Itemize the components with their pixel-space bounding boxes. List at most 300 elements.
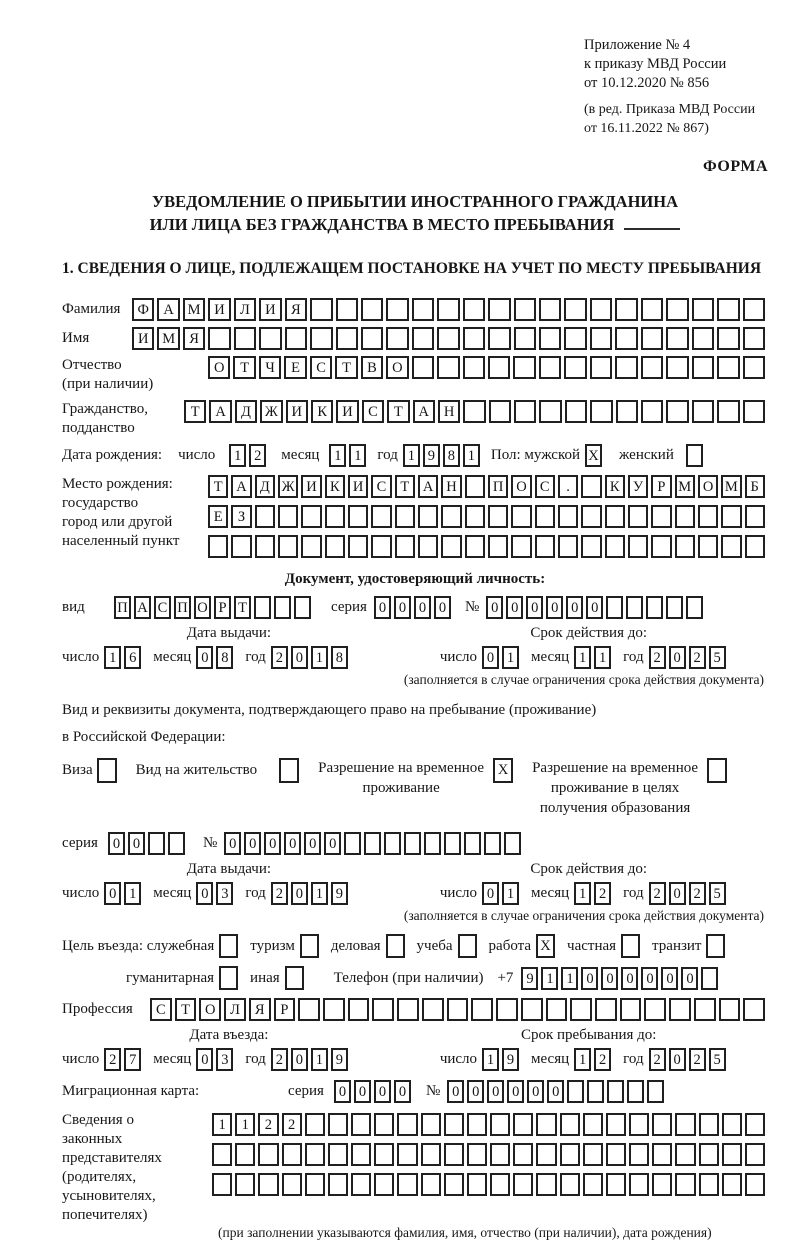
- char-box[interactable]: 0: [641, 967, 658, 990]
- char-box[interactable]: [361, 298, 383, 321]
- char-box[interactable]: Т: [234, 596, 251, 619]
- char-box[interactable]: [743, 356, 765, 379]
- char-box[interactable]: К: [325, 475, 345, 498]
- char-box[interactable]: 0: [566, 596, 583, 619]
- char-box[interactable]: 2: [271, 646, 288, 669]
- char-box[interactable]: [465, 505, 485, 528]
- char-box[interactable]: [564, 327, 586, 350]
- char-box[interactable]: [305, 1113, 325, 1136]
- char-box[interactable]: [743, 400, 765, 423]
- char-box[interactable]: [348, 535, 368, 558]
- char-box[interactable]: [560, 1113, 580, 1136]
- char-box[interactable]: [615, 298, 637, 321]
- char-box[interactable]: К: [311, 400, 333, 423]
- char-box[interactable]: [258, 1173, 278, 1196]
- char-box[interactable]: 2: [594, 882, 611, 905]
- char-box[interactable]: П: [114, 596, 131, 619]
- char-box[interactable]: [539, 356, 561, 379]
- char-box[interactable]: 0: [284, 832, 301, 855]
- char-box[interactable]: [371, 535, 391, 558]
- char-box[interactable]: [722, 1173, 742, 1196]
- char-box[interactable]: А: [134, 596, 151, 619]
- char-box[interactable]: [464, 832, 481, 855]
- char-box[interactable]: [285, 966, 304, 990]
- char-box[interactable]: 0: [196, 646, 213, 669]
- char-box[interactable]: [386, 327, 408, 350]
- char-box[interactable]: [698, 505, 718, 528]
- char-box[interactable]: [616, 400, 638, 423]
- char-box[interactable]: 0: [661, 967, 678, 990]
- char-box[interactable]: С: [535, 475, 555, 498]
- char-box[interactable]: И: [301, 475, 321, 498]
- char-box[interactable]: [97, 758, 117, 783]
- char-box[interactable]: Л: [224, 998, 246, 1021]
- char-box[interactable]: [606, 1113, 626, 1136]
- char-box[interactable]: [467, 1113, 487, 1136]
- char-box[interactable]: [513, 1113, 533, 1136]
- char-box[interactable]: 0: [324, 832, 341, 855]
- char-box[interactable]: [397, 1113, 417, 1136]
- char-box[interactable]: [441, 505, 461, 528]
- char-box[interactable]: [745, 1173, 765, 1196]
- char-box[interactable]: М: [157, 327, 179, 350]
- char-box[interactable]: 1: [311, 646, 328, 669]
- char-box[interactable]: Д: [235, 400, 257, 423]
- char-box[interactable]: [692, 298, 714, 321]
- char-box[interactable]: 0: [434, 596, 451, 619]
- char-box[interactable]: И: [348, 475, 368, 498]
- char-box[interactable]: Т: [387, 400, 409, 423]
- char-box[interactable]: 5: [709, 882, 726, 905]
- char-box[interactable]: И: [336, 400, 358, 423]
- char-box[interactable]: 0: [482, 882, 499, 905]
- char-box[interactable]: [595, 998, 617, 1021]
- char-box[interactable]: 0: [304, 832, 321, 855]
- char-box[interactable]: И: [259, 298, 281, 321]
- char-box[interactable]: [675, 1113, 695, 1136]
- char-box[interactable]: 0: [447, 1080, 464, 1103]
- char-box[interactable]: 3: [216, 1048, 233, 1071]
- char-box[interactable]: [274, 596, 291, 619]
- char-box[interactable]: [418, 535, 438, 558]
- char-box[interactable]: 8: [331, 646, 348, 669]
- char-box[interactable]: О: [194, 596, 211, 619]
- char-box[interactable]: 0: [526, 596, 543, 619]
- char-box[interactable]: 0: [681, 967, 698, 990]
- char-box[interactable]: О: [208, 356, 230, 379]
- char-box[interactable]: [279, 758, 299, 783]
- char-box[interactable]: [539, 327, 561, 350]
- char-box[interactable]: [675, 1173, 695, 1196]
- char-box[interactable]: 2: [258, 1113, 278, 1136]
- char-box[interactable]: З: [231, 505, 251, 528]
- char-box[interactable]: [606, 596, 623, 619]
- char-box[interactable]: [300, 934, 319, 958]
- char-box[interactable]: [465, 475, 485, 498]
- char-box[interactable]: А: [157, 298, 179, 321]
- char-box[interactable]: Т: [184, 400, 206, 423]
- char-box[interactable]: 0: [244, 832, 261, 855]
- char-box[interactable]: [328, 1173, 348, 1196]
- char-box[interactable]: [717, 356, 739, 379]
- char-box[interactable]: [722, 1113, 742, 1136]
- char-box[interactable]: [646, 596, 663, 619]
- char-box[interactable]: И: [208, 298, 230, 321]
- char-box[interactable]: 2: [689, 1048, 706, 1071]
- char-box[interactable]: О: [511, 475, 531, 498]
- char-box[interactable]: [587, 1080, 604, 1103]
- char-box[interactable]: Р: [274, 998, 296, 1021]
- char-box[interactable]: 1: [482, 1048, 499, 1071]
- char-box[interactable]: 9: [331, 882, 348, 905]
- char-box[interactable]: [652, 1173, 672, 1196]
- char-box[interactable]: А: [209, 400, 231, 423]
- char-box[interactable]: 2: [249, 444, 266, 467]
- char-box[interactable]: 2: [271, 882, 288, 905]
- char-box[interactable]: Р: [651, 475, 671, 498]
- char-box[interactable]: [620, 998, 642, 1021]
- char-box[interactable]: М: [675, 475, 695, 498]
- char-box[interactable]: С: [310, 356, 332, 379]
- char-box[interactable]: Т: [395, 475, 415, 498]
- char-box[interactable]: 0: [669, 1048, 686, 1071]
- char-box[interactable]: В: [361, 356, 383, 379]
- char-box[interactable]: И: [132, 327, 154, 350]
- char-box[interactable]: [514, 400, 536, 423]
- char-box[interactable]: 0: [669, 882, 686, 905]
- char-box[interactable]: [344, 832, 361, 855]
- char-box[interactable]: [219, 966, 238, 990]
- char-box[interactable]: [629, 1173, 649, 1196]
- char-box[interactable]: 0: [394, 1080, 411, 1103]
- char-box[interactable]: [666, 298, 688, 321]
- char-box[interactable]: [219, 934, 238, 958]
- char-box[interactable]: 0: [334, 1080, 351, 1103]
- char-box[interactable]: Р: [214, 596, 231, 619]
- char-box[interactable]: [745, 535, 765, 558]
- char-box[interactable]: 0: [394, 596, 411, 619]
- char-box[interactable]: 1: [124, 882, 141, 905]
- char-box[interactable]: 0: [291, 1048, 308, 1071]
- char-box[interactable]: 0: [547, 1080, 564, 1103]
- char-box[interactable]: [444, 1113, 464, 1136]
- char-box[interactable]: [605, 535, 625, 558]
- char-box[interactable]: [504, 832, 521, 855]
- char-box[interactable]: [581, 505, 601, 528]
- char-box[interactable]: [513, 356, 535, 379]
- char-box[interactable]: [208, 327, 230, 350]
- char-box[interactable]: [325, 535, 345, 558]
- char-box[interactable]: 2: [104, 1048, 121, 1071]
- char-box[interactable]: [721, 535, 741, 558]
- char-box[interactable]: [148, 832, 165, 855]
- char-box[interactable]: [605, 505, 625, 528]
- char-box[interactable]: Ж: [278, 475, 298, 498]
- char-box[interactable]: X: [493, 758, 513, 783]
- char-box[interactable]: [424, 832, 441, 855]
- char-box[interactable]: Ж: [260, 400, 282, 423]
- char-box[interactable]: [301, 535, 321, 558]
- char-box[interactable]: [490, 1113, 510, 1136]
- char-box[interactable]: 9: [502, 1048, 519, 1071]
- char-box[interactable]: [641, 356, 663, 379]
- char-box[interactable]: 0: [264, 832, 281, 855]
- char-box[interactable]: [471, 998, 493, 1021]
- char-box[interactable]: 2: [649, 882, 666, 905]
- char-box[interactable]: [488, 298, 510, 321]
- char-box[interactable]: [351, 1113, 371, 1136]
- char-box[interactable]: С: [371, 475, 391, 498]
- char-box[interactable]: [463, 356, 485, 379]
- char-box[interactable]: [666, 596, 683, 619]
- char-box[interactable]: [294, 596, 311, 619]
- char-box[interactable]: [208, 535, 228, 558]
- char-box[interactable]: А: [413, 400, 435, 423]
- char-box[interactable]: 0: [527, 1080, 544, 1103]
- char-box[interactable]: [282, 1173, 302, 1196]
- char-box[interactable]: [539, 298, 561, 321]
- char-box[interactable]: [629, 1113, 649, 1136]
- char-box[interactable]: [412, 356, 434, 379]
- char-box[interactable]: 0: [586, 596, 603, 619]
- char-box[interactable]: 1: [104, 646, 121, 669]
- char-box[interactable]: [395, 505, 415, 528]
- char-box[interactable]: С: [150, 998, 172, 1021]
- char-box[interactable]: [743, 998, 765, 1021]
- char-box[interactable]: [511, 535, 531, 558]
- char-box[interactable]: О: [698, 475, 718, 498]
- char-box[interactable]: [514, 298, 536, 321]
- char-box[interactable]: 0: [506, 596, 523, 619]
- char-box[interactable]: 0: [482, 646, 499, 669]
- char-box[interactable]: [641, 400, 663, 423]
- char-box[interactable]: [301, 505, 321, 528]
- char-box[interactable]: [285, 327, 307, 350]
- char-box[interactable]: 0: [374, 1080, 391, 1103]
- char-box[interactable]: [701, 967, 718, 990]
- char-box[interactable]: [422, 998, 444, 1021]
- char-box[interactable]: О: [386, 356, 408, 379]
- char-box[interactable]: 0: [487, 1080, 504, 1103]
- char-box[interactable]: Д: [255, 475, 275, 498]
- char-box[interactable]: 0: [601, 967, 618, 990]
- char-box[interactable]: [535, 505, 555, 528]
- char-box[interactable]: [745, 505, 765, 528]
- char-box[interactable]: [489, 400, 511, 423]
- char-box[interactable]: [374, 1113, 394, 1136]
- char-box[interactable]: [692, 327, 714, 350]
- char-box[interactable]: 0: [374, 596, 391, 619]
- char-box[interactable]: 2: [282, 1113, 302, 1136]
- char-box[interactable]: [488, 505, 508, 528]
- char-box[interactable]: [558, 505, 578, 528]
- char-box[interactable]: [421, 1173, 441, 1196]
- char-box[interactable]: [325, 505, 345, 528]
- char-box[interactable]: Н: [441, 475, 461, 498]
- char-box[interactable]: [581, 475, 601, 498]
- char-box[interactable]: [437, 298, 459, 321]
- char-box[interactable]: 0: [414, 596, 431, 619]
- char-box[interactable]: 5: [709, 646, 726, 669]
- char-box[interactable]: [412, 298, 434, 321]
- char-box[interactable]: [699, 1113, 719, 1136]
- char-box[interactable]: 0: [546, 596, 563, 619]
- char-box[interactable]: [567, 1080, 584, 1103]
- char-box[interactable]: [644, 998, 666, 1021]
- char-box[interactable]: Т: [208, 475, 228, 498]
- char-box[interactable]: 0: [291, 646, 308, 669]
- char-box[interactable]: Е: [284, 356, 306, 379]
- char-box[interactable]: [397, 998, 419, 1021]
- char-box[interactable]: [514, 327, 536, 350]
- char-box[interactable]: [374, 1173, 394, 1196]
- char-box[interactable]: 1: [574, 1048, 591, 1071]
- char-box[interactable]: С: [362, 400, 384, 423]
- char-box[interactable]: [641, 298, 663, 321]
- char-box[interactable]: [536, 1173, 556, 1196]
- char-box[interactable]: Ф: [132, 298, 154, 321]
- char-box[interactable]: [535, 535, 555, 558]
- char-box[interactable]: 0: [621, 967, 638, 990]
- char-box[interactable]: [255, 535, 275, 558]
- char-box[interactable]: [719, 998, 741, 1021]
- char-box[interactable]: 1: [329, 444, 346, 467]
- char-box[interactable]: [310, 327, 332, 350]
- char-box[interactable]: 0: [224, 832, 241, 855]
- char-box[interactable]: [651, 535, 671, 558]
- char-box[interactable]: [484, 832, 501, 855]
- char-box[interactable]: М: [721, 475, 741, 498]
- char-box[interactable]: 8: [443, 444, 460, 467]
- char-box[interactable]: .: [558, 475, 578, 498]
- char-box[interactable]: [397, 1173, 417, 1196]
- char-box[interactable]: [372, 998, 394, 1021]
- char-box[interactable]: [465, 535, 485, 558]
- char-box[interactable]: Б: [745, 475, 765, 498]
- char-box[interactable]: [666, 356, 688, 379]
- char-box[interactable]: 2: [271, 1048, 288, 1071]
- char-box[interactable]: 9: [331, 1048, 348, 1071]
- char-box[interactable]: П: [174, 596, 191, 619]
- char-box[interactable]: [298, 998, 320, 1021]
- char-box[interactable]: [743, 298, 765, 321]
- char-box[interactable]: К: [605, 475, 625, 498]
- char-box[interactable]: [560, 1173, 580, 1196]
- char-box[interactable]: [235, 1173, 255, 1196]
- char-box[interactable]: [437, 356, 459, 379]
- char-box[interactable]: [717, 327, 739, 350]
- char-box[interactable]: 1: [574, 646, 591, 669]
- char-box[interactable]: 1: [403, 444, 420, 467]
- char-box[interactable]: [590, 356, 612, 379]
- char-box[interactable]: 1: [541, 967, 558, 990]
- char-box[interactable]: Т: [233, 356, 255, 379]
- char-box[interactable]: X: [536, 934, 555, 958]
- char-box[interactable]: [717, 298, 739, 321]
- char-box[interactable]: [675, 535, 695, 558]
- char-box[interactable]: 1: [561, 967, 578, 990]
- char-box[interactable]: [278, 535, 298, 558]
- char-box[interactable]: [421, 1113, 441, 1136]
- char-box[interactable]: [463, 400, 485, 423]
- char-box[interactable]: [458, 934, 477, 958]
- char-box[interactable]: [463, 327, 485, 350]
- char-box[interactable]: 6: [124, 646, 141, 669]
- char-box[interactable]: [626, 596, 643, 619]
- char-box[interactable]: [699, 1173, 719, 1196]
- char-box[interactable]: [278, 505, 298, 528]
- char-box[interactable]: 1: [349, 444, 366, 467]
- char-box[interactable]: X: [585, 444, 602, 467]
- char-box[interactable]: [607, 1080, 624, 1103]
- char-box[interactable]: 9: [423, 444, 440, 467]
- char-box[interactable]: 2: [689, 646, 706, 669]
- char-box[interactable]: [521, 998, 543, 1021]
- char-box[interactable]: 0: [196, 1048, 213, 1071]
- char-box[interactable]: [652, 1113, 672, 1136]
- char-box[interactable]: [305, 1173, 325, 1196]
- char-box[interactable]: [692, 400, 714, 423]
- char-box[interactable]: 1: [311, 882, 328, 905]
- char-box[interactable]: [615, 327, 637, 350]
- char-box[interactable]: [488, 327, 510, 350]
- char-box[interactable]: А: [231, 475, 251, 498]
- char-box[interactable]: 0: [486, 596, 503, 619]
- char-box[interactable]: [463, 298, 485, 321]
- char-box[interactable]: [706, 934, 725, 958]
- char-box[interactable]: [669, 998, 691, 1021]
- char-box[interactable]: И: [286, 400, 308, 423]
- char-box[interactable]: [513, 1173, 533, 1196]
- char-box[interactable]: 8: [216, 646, 233, 669]
- char-box[interactable]: 1: [574, 882, 591, 905]
- char-box[interactable]: [615, 356, 637, 379]
- char-box[interactable]: 0: [507, 1080, 524, 1103]
- char-box[interactable]: 0: [291, 882, 308, 905]
- char-box[interactable]: [721, 505, 741, 528]
- char-box[interactable]: 2: [649, 646, 666, 669]
- char-box[interactable]: 0: [669, 646, 686, 669]
- char-box[interactable]: [386, 298, 408, 321]
- char-box[interactable]: [404, 832, 421, 855]
- char-box[interactable]: [444, 1173, 464, 1196]
- char-box[interactable]: 1: [235, 1113, 255, 1136]
- char-box[interactable]: [395, 535, 415, 558]
- char-box[interactable]: [590, 400, 612, 423]
- char-box[interactable]: [348, 998, 370, 1021]
- char-box[interactable]: [364, 832, 381, 855]
- char-box[interactable]: [558, 535, 578, 558]
- char-box[interactable]: М: [183, 298, 205, 321]
- char-box[interactable]: [496, 998, 518, 1021]
- char-box[interactable]: Т: [175, 998, 197, 1021]
- char-box[interactable]: 1: [311, 1048, 328, 1071]
- char-box[interactable]: 2: [594, 1048, 611, 1071]
- char-box[interactable]: [666, 400, 688, 423]
- char-box[interactable]: С: [154, 596, 171, 619]
- char-box[interactable]: 0: [196, 882, 213, 905]
- char-box[interactable]: [336, 298, 358, 321]
- char-box[interactable]: [745, 1113, 765, 1136]
- char-box[interactable]: [698, 535, 718, 558]
- char-box[interactable]: [444, 832, 461, 855]
- char-box[interactable]: [437, 327, 459, 350]
- char-box[interactable]: Т: [335, 356, 357, 379]
- char-box[interactable]: У: [628, 475, 648, 498]
- char-box[interactable]: [441, 535, 461, 558]
- char-box[interactable]: [707, 758, 727, 783]
- char-box[interactable]: [717, 400, 739, 423]
